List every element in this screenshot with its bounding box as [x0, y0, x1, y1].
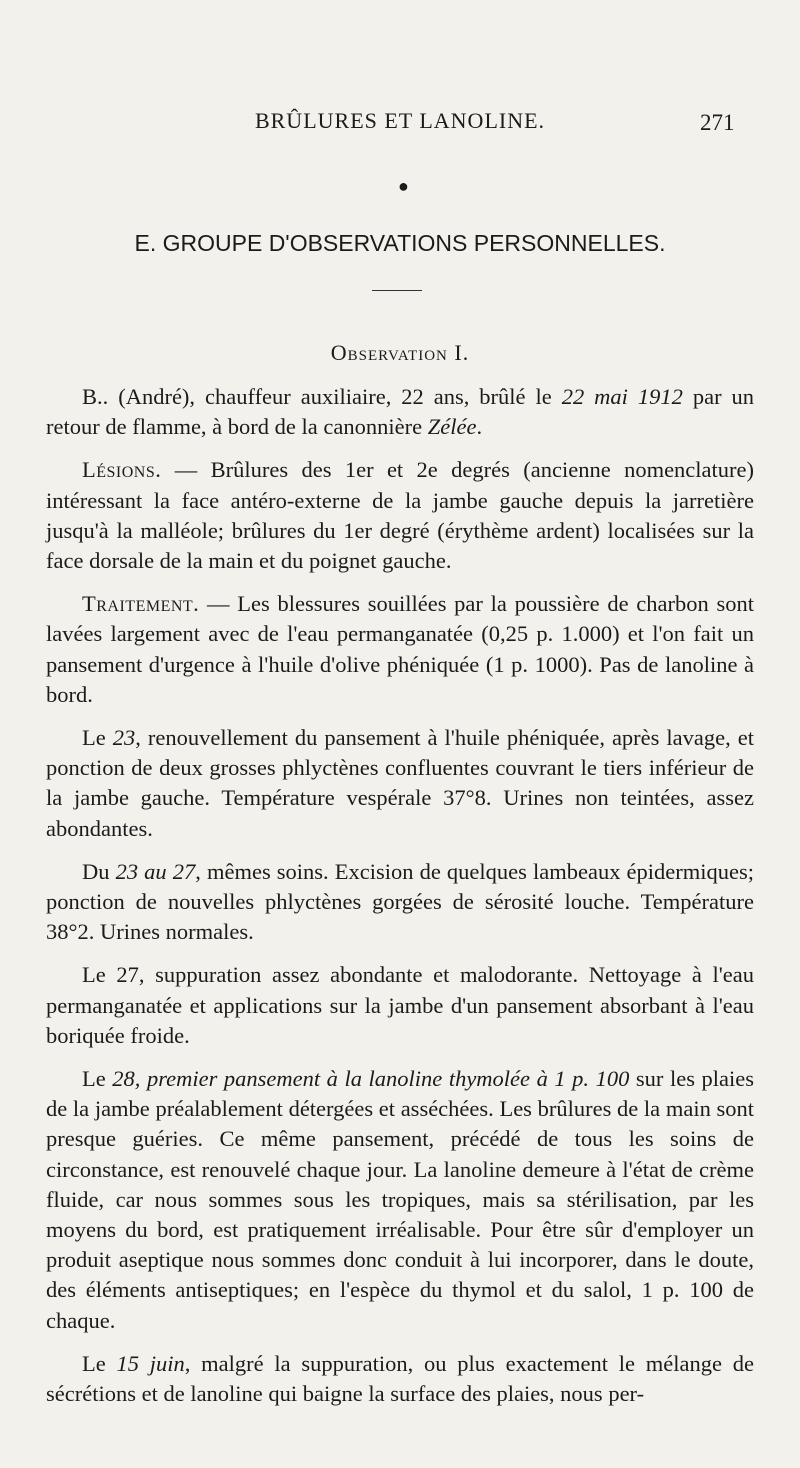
paragraph-15-juin: Le 15 juin, malgré la suppuration, ou plus exactement le mélange de sécrétions et de lanoline qui baigne la surface des plaies, nous per-: [46, 1350, 754, 1407]
date-italic: 22 mai 1912: [561, 384, 683, 409]
paragraph-day-28: Le 28, premier pansement à la lanoline thymolée à 1 p. 100 sur les plaies de la jambe préalablement détergées et asséchées. Les brûlures de la main sont presque guéries. Ce même pansement, précédé de tous les soins de circonstance, est renouvelé chaque jour. La lanoline demeure à l'état de crème fluide, car nous sommes sous les tropiques, mais sa stérilisation, par les moyens du bord, est pratiquement irréalisable. Pour être sûr d'employer un produit aseptique nous sommes donc conduit à lui incorporer, dans le doute, des éléments antiseptiques; en l'espèce du thymol et du salol, 1 p. 100 de chaque.: [46, 1066, 754, 1333]
body-text: [46, 382, 754, 1422]
lead-lesions: Lésions.: [82, 457, 162, 483]
paragraph-lesions: Lésions. — Brûlures des 1er et 2e degrés (ancienne nomenclature) intéressant la face antéro-externe de la jambe gauche depuis la jarretière jusqu'à la malléole; brûlures du 1er degré (érythème ardent) localisées sur la face dorsale de la main et du poignet gauche.: [46, 457, 754, 574]
paragraph-patient: B.. (André), chauffeur auxiliaire, 22 ans, brûlé le 22 mai 1912 par un retour de flamme, à bord de la canonnière Zélée.: [46, 384, 755, 440]
paragraph-day-27: Le 27, suppuration assez abondante et malodorante. Nettoyage à l'eau permanganatée et applications sur la jambe d'un pansement absorbant à l'eau boriquée froide.: [46, 962, 754, 1048]
ornament-dot: ●: [398, 176, 409, 196]
running-title: BRÛLURES ET LANOLINE.: [254, 108, 546, 133]
observation-title: Observation I.: [330, 340, 470, 365]
divider-rule: [372, 290, 422, 291]
lead-traitement: Traitement.: [82, 591, 200, 617]
paragraph-day-23: Le 23, renouvellement du pansement à l'huile phéniquée, après lavage, et ponction de deux grosses phlyctènes confluentes couvrant le tiers inférieur de la jambe gauche. Température vespérale 37°8. Urines non teintées, assez abondantes.: [46, 725, 755, 841]
page-number: 271: [700, 110, 735, 135]
paragraph-traitement: Traitement. — Les blessures souillées par la poussière de charbon sont lavées largement avec de l'eau permanganatée (0,25 p. 1.000) et l'on fait un pansement d'urgence à l'huile d'olive phéniquée (1 p. 1000). Pas de lanoline à bord.: [46, 591, 754, 707]
paragraph-days-23-27: Du 23 au 27, mêmes soins. Excision de quelques lambeaux épidermiques; ponction de nouvelles phlyctènes gorgées de sérosité louche. Température 38°2. Urines normales.: [46, 858, 754, 945]
section-title: E. GROUPE D'OBSERVATIONS PERSONNELLES.: [134, 230, 666, 256]
ship-name: Zélée: [427, 414, 477, 440]
